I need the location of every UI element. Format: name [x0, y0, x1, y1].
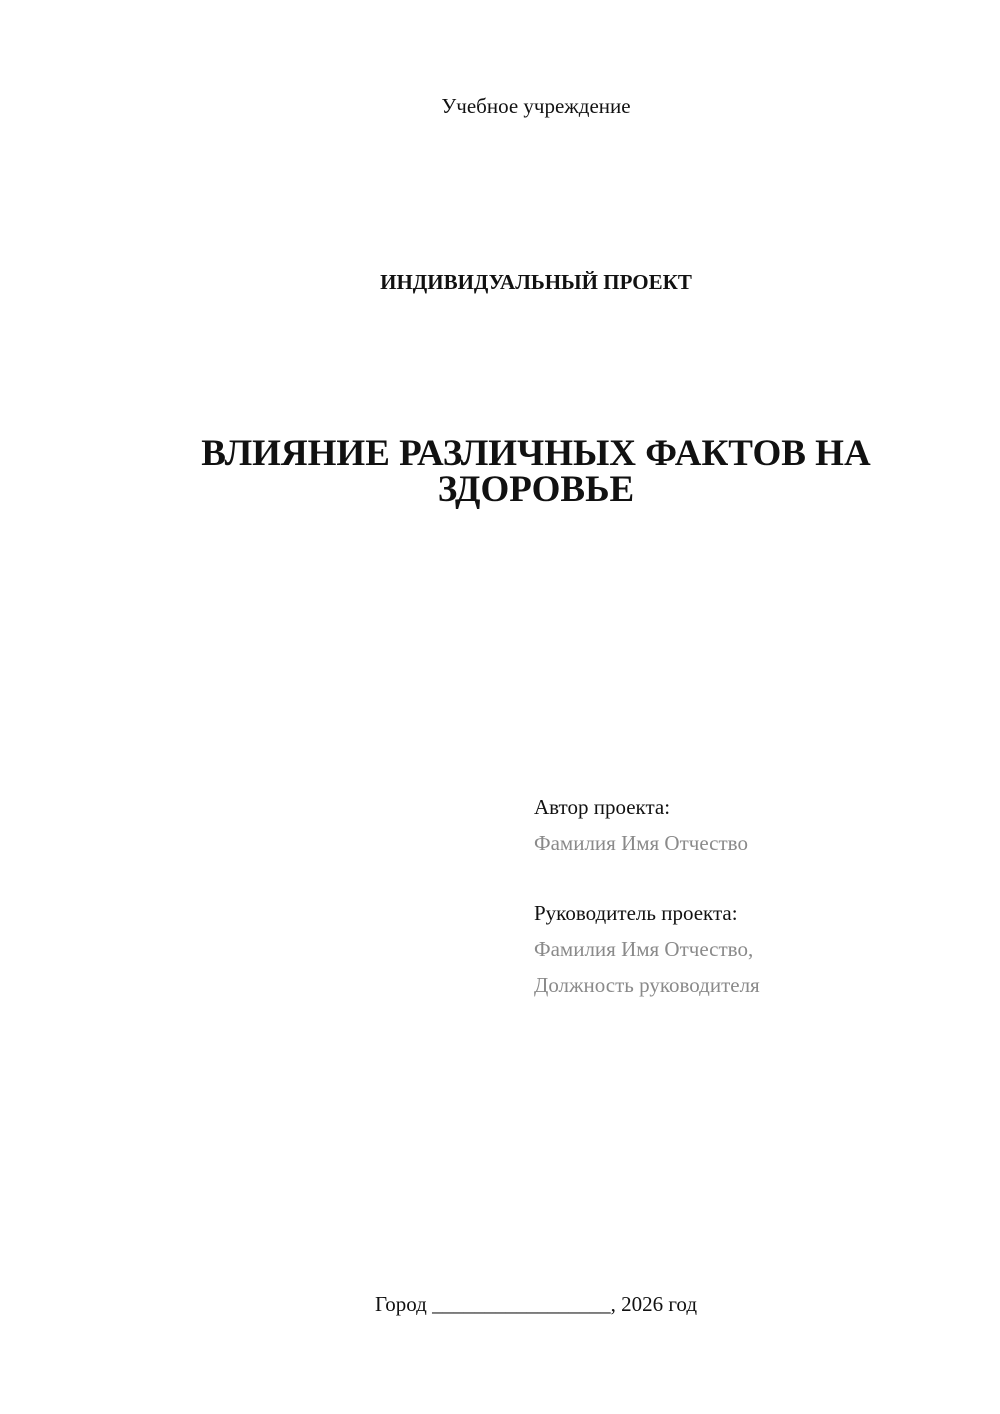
supervisor-label: Руководитель проекта:: [534, 901, 738, 925]
city-year-line: Город _________________, 2026 год: [374, 1292, 698, 1316]
author-name: Фамилия Имя Отчество: [534, 831, 748, 855]
institution-name: Учебное учреждение: [441, 94, 631, 118]
document-type: ИНДИВИДУАЛЬНЫЙ ПРОЕКТ: [380, 270, 692, 294]
project-title-line-2: ЗДОРОВЬЕ: [437, 469, 635, 510]
project-title: [140, 433, 932, 510]
supervisor-position: Должность руководителя: [534, 973, 760, 997]
credits-block: [534, 789, 974, 1003]
author-label: Автор проекта:: [534, 795, 671, 819]
credits-spacer: [534, 861, 974, 895]
supervisor-name: Фамилия Имя Отчество,: [534, 937, 754, 961]
project-title-line-1: ВЛИЯНИЕ РАЗЛИЧНЫХ ФАКТОВ НА: [201, 433, 871, 474]
